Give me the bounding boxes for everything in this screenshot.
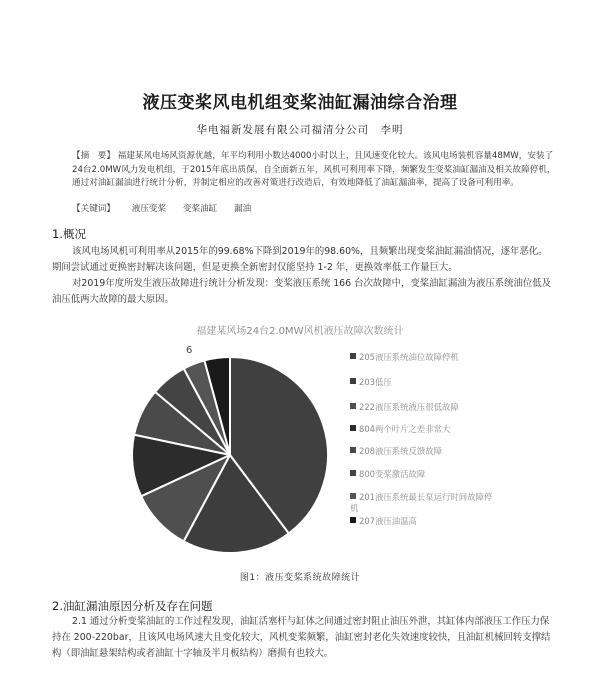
legend-item [350,377,500,388]
legend-swatch [350,403,356,409]
legend-label: 201液压系统最长泵运行时间故障停机 [350,492,493,513]
section2-heading: 2.油缸漏油原因分析及存在问题 [52,599,213,613]
section2-p1-text: 2.1 通过分析变桨油缸的工作过程发现，油缸活塞杆与缸体之间通过密封阻止油压外泄，其缸体内部液压工作压力保持在 200-220bar，且该风电场风速大且变化较大，风机变桨频繁，油缸密封老化失效速度较快，且油缸机械回转支撑结构（即油缸悬架结构或者油缸十字轴及半月板结构）磨损有也较大。 [52,616,551,659]
legend-label: 205液压系统油位故障停机 [359,352,459,362]
legend-item [350,424,500,435]
section2-paragraph-1 [52,614,552,662]
legend-label: 804两个叶片之差非常大 [359,424,451,434]
legend-item [350,402,500,413]
author-line: 华电福新发展有限公司福清分公司 李明 [196,124,404,136]
legend-item [350,516,500,527]
section1-heading: 1.概况 [52,227,86,241]
pie-chart [120,345,340,555]
legend-label: 203低压 [359,377,392,387]
legend-swatch [350,378,356,384]
legend-item [350,469,500,480]
chart-title: 福建某风场24台2.0MW风机液压故障次数统计 [196,326,404,337]
section1-paragraph-1 [52,244,552,276]
legend-swatch [350,353,356,359]
legend-swatch [350,493,356,499]
legend-label: 800变桨激活故障 [359,469,426,479]
legend-item [350,492,500,514]
legend-label: 222液压系统液压很低故障 [359,402,459,412]
legend-label: 207液压油温高 [359,516,417,526]
keyword: 漏油 [233,204,252,214]
abstract-label: 【摘 要】 [72,151,115,161]
legend-swatch [350,517,356,523]
chart-annotation: 6 [186,345,193,356]
section1-p2-text: 对2019年度所发生液压故障进行统计分析发现：变桨液压系统 166 台次故障中，变桨油缸漏油为液压系统油位低及油压低两大故障的最大原因。 [52,278,551,305]
section1-p1-text: 该风电场风机可利用率从2015年的99.68%下降到2019年的98.60%，且频繁出现变桨油缸漏油情况，逐年恶化。期间尝试通过更换密封解决该问题，但是更换全新密封仅能坚持 1-2 年，更换效率低工作量巨大。 [52,246,548,273]
paper-title: 液压变桨风电机组变桨油缸漏油综合治理 [142,93,458,113]
keywords-label: 【关键词】 [72,204,115,214]
keyword: 液压变桨 [131,204,167,214]
legend-swatch [350,425,356,431]
legend-item [350,352,500,363]
legend-swatch [350,470,356,476]
abstract [72,150,557,191]
figure-caption: 图1：液压变桨系统故障统计 [239,573,361,583]
keyword: 变桨油缸 [182,204,218,214]
legend-item [350,446,500,457]
legend-label: 208液压系统反馈故障 [359,446,442,456]
abstract-text: 福建某风电场风资源优越，年平均利用小数达4000小时以上，且风速变化较大。该风电场装机容量48MW，安装了24台2.0MW风力发电机组，于2015年底出质保，自全面新五年，风机可利用率下降，频繁发生变桨油缸漏油及相关故障停机，通过对油缸漏油进行统计分析，并制定相应的改善对策进行改造后，有效地降低了油缸漏油率，提高了设备可利用率。 [72,151,556,188]
keywords [72,202,557,214]
section1-paragraph-2 [52,276,552,308]
legend-swatch [350,447,356,453]
